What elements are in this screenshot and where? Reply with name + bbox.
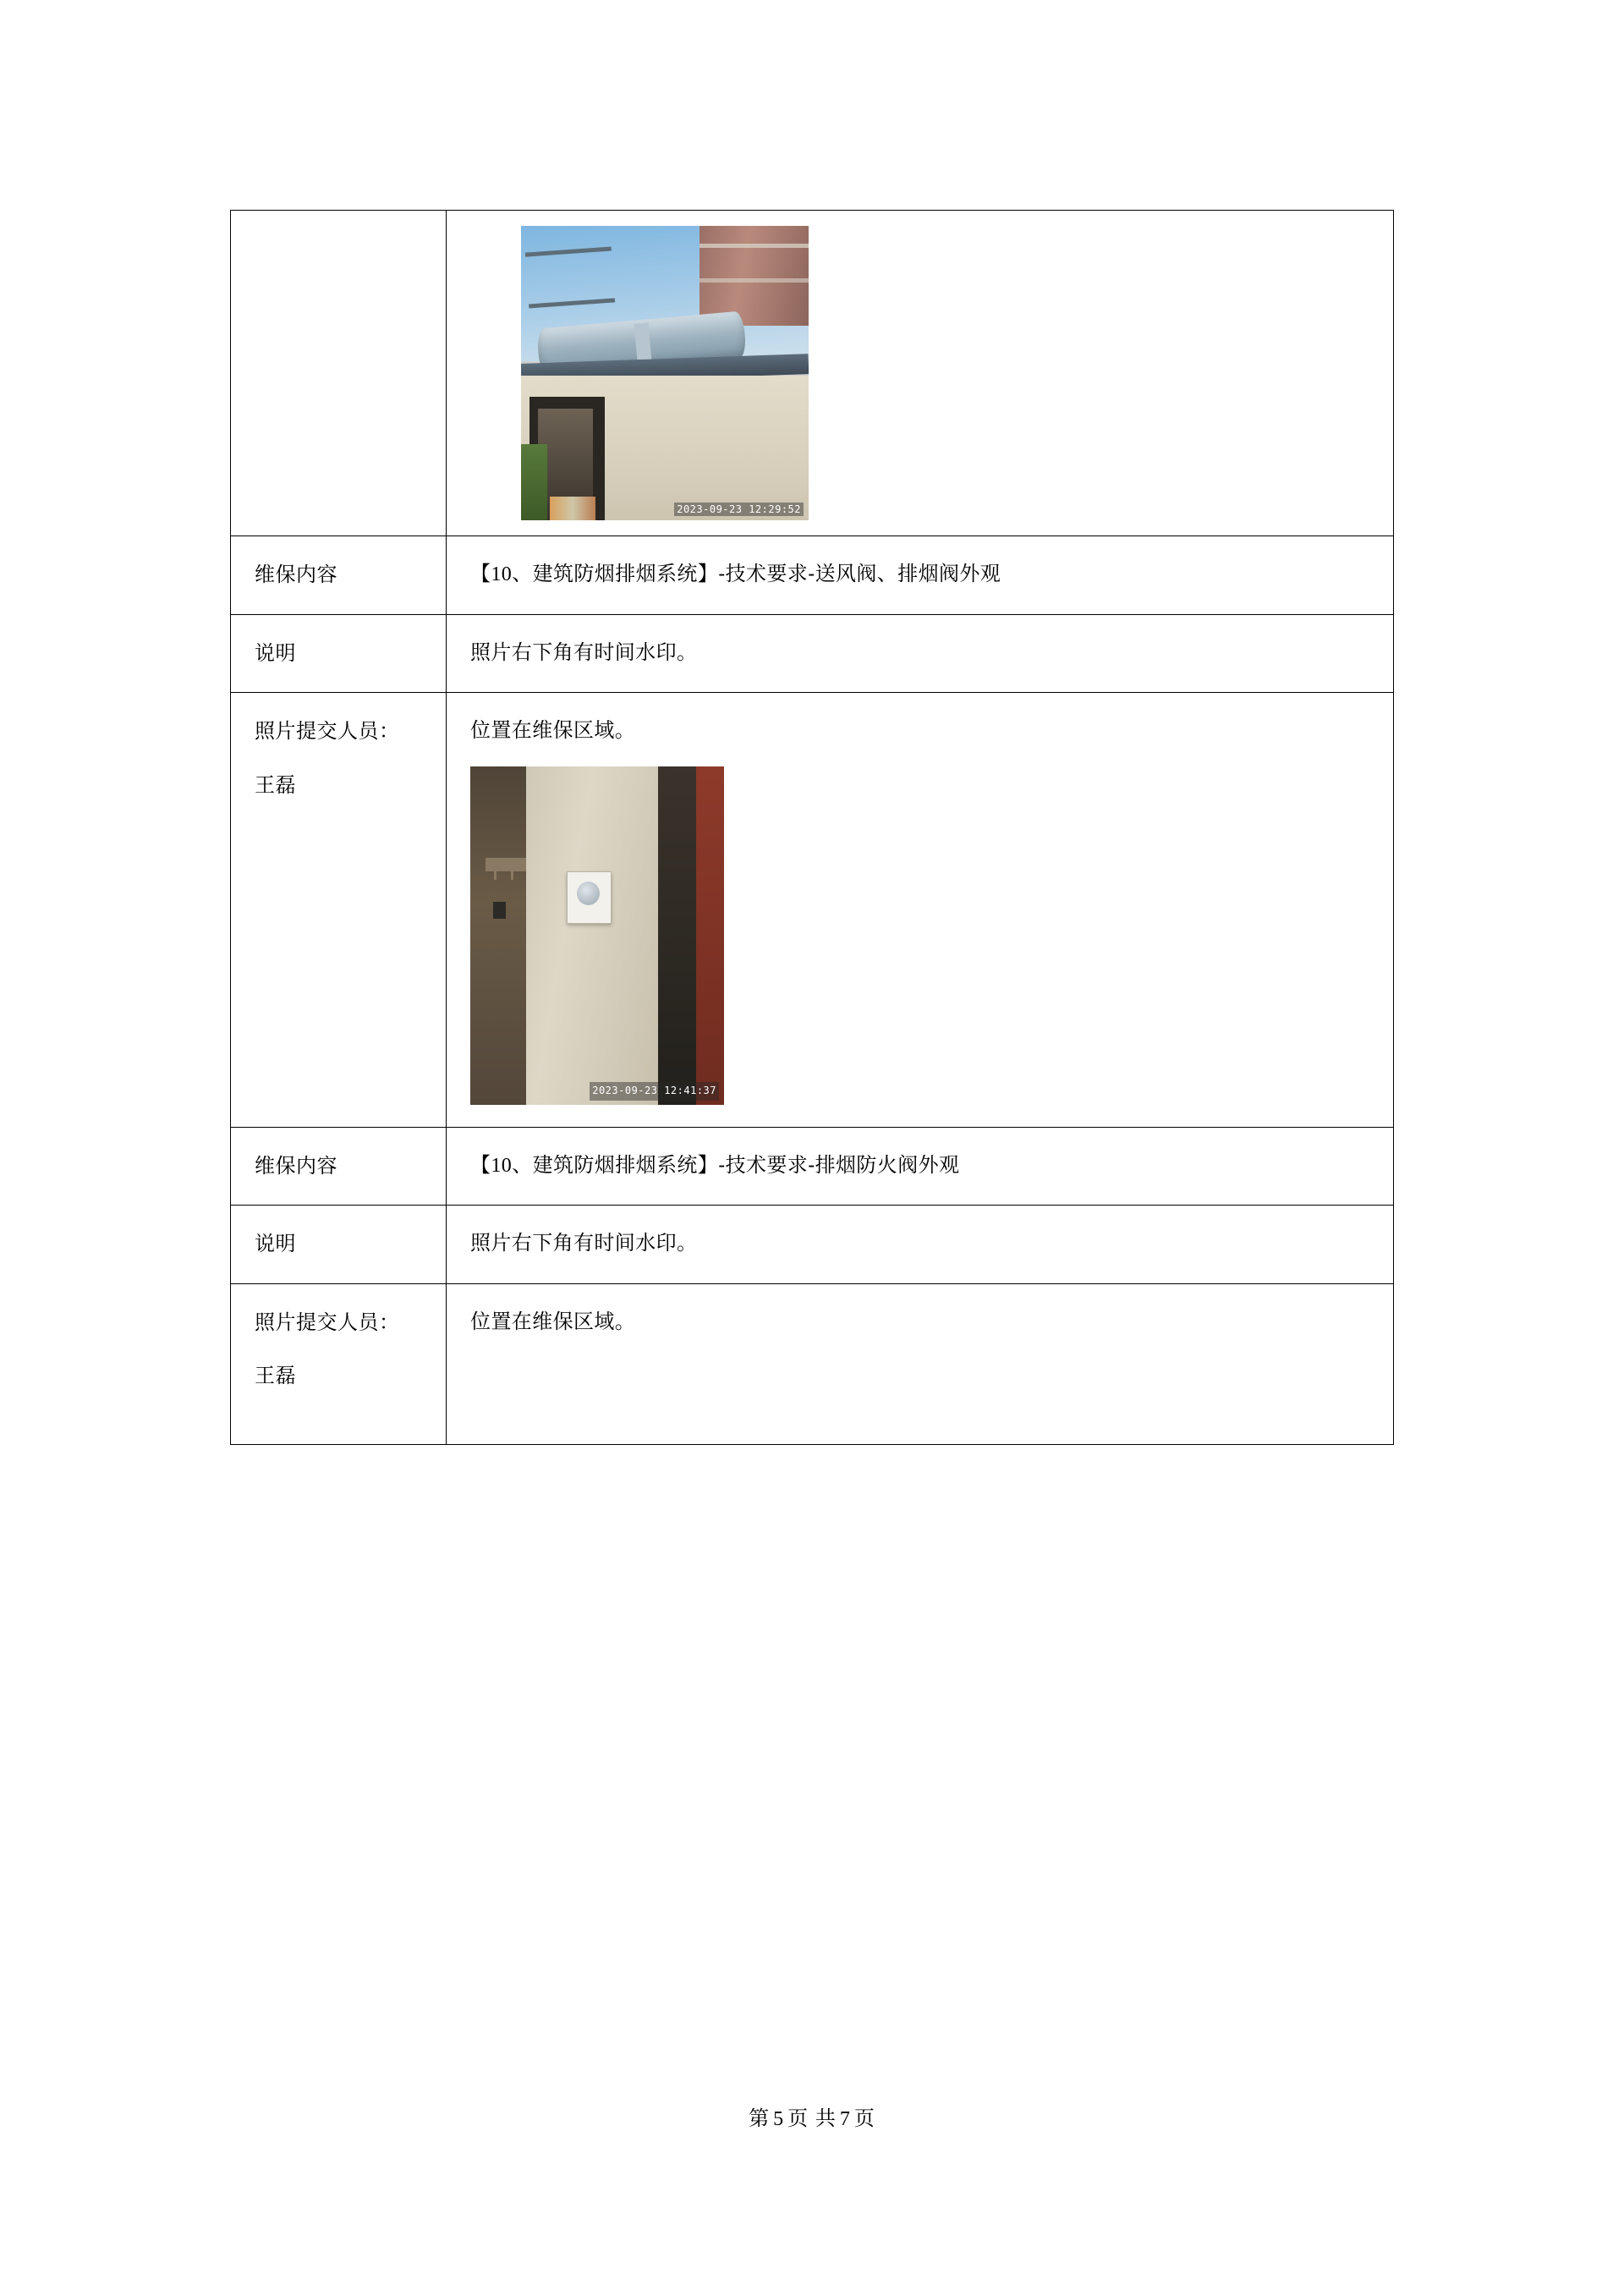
row-value-maintenance-content bbox=[447, 536, 1394, 615]
photo-timestamp: 2023-09-23 12:29:52 bbox=[674, 503, 804, 516]
row-label-maintenance-content bbox=[231, 536, 447, 615]
table-row bbox=[231, 1127, 1394, 1206]
maintenance-record-table bbox=[230, 210, 1394, 1445]
row-label-maintenance-content bbox=[231, 1127, 447, 1206]
row-label-description bbox=[231, 614, 447, 693]
photo-cell bbox=[447, 211, 1394, 536]
table-row bbox=[231, 614, 1394, 693]
table-row bbox=[231, 211, 1394, 536]
submitter-name: 王磊 bbox=[255, 773, 296, 797]
left-wall-shadow bbox=[470, 766, 526, 1105]
smoke-valve-panel-photo bbox=[470, 766, 724, 1105]
submitter-name: 王磊 bbox=[255, 1365, 296, 1388]
value-text: 位置在维保区域。 bbox=[470, 1310, 636, 1333]
floor-items bbox=[550, 497, 595, 520]
valve-button bbox=[577, 882, 600, 905]
footer-middle: 页 共 bbox=[787, 2107, 837, 2130]
row-label-photo-submitter bbox=[231, 693, 447, 1127]
page-footer bbox=[0, 2101, 1624, 2131]
row-value-maintenance-content bbox=[447, 1127, 1394, 1206]
row-value-photo-submitter bbox=[447, 1283, 1394, 1444]
table-row bbox=[231, 536, 1394, 615]
row-value-description bbox=[447, 1206, 1394, 1284]
value-prefix: 【 bbox=[470, 1153, 491, 1177]
value-text: 位置在维保区域。 bbox=[470, 719, 636, 743]
rooftop-air-duct-photo bbox=[521, 226, 809, 520]
value-text: 照片右下角有时间水印。 bbox=[470, 1232, 698, 1255]
footer-prefix: 第 bbox=[749, 2107, 771, 2130]
value-sequence: 10、 bbox=[491, 563, 533, 585]
row-label-description bbox=[231, 1206, 447, 1284]
value-text: 建筑防烟排烟系统】-技术要求-排烟防火阀外观 bbox=[532, 1153, 960, 1177]
photo-timestamp: 2023-09-23 12:41:37 bbox=[590, 1082, 719, 1100]
row-value-description bbox=[447, 614, 1394, 693]
footer-total-pages: 7 bbox=[839, 2108, 851, 2130]
label-text: 说明 bbox=[255, 1233, 296, 1256]
value-text: 建筑防烟排烟系统】-技术要求-送风阀、排烟阀外观 bbox=[532, 563, 1001, 585]
table-row bbox=[231, 1283, 1394, 1444]
wall-hooks bbox=[486, 858, 526, 871]
table-row bbox=[231, 693, 1394, 1127]
right-dark-gap bbox=[658, 766, 696, 1105]
corridor-wall bbox=[526, 766, 658, 1105]
label-text: 照片提交人员： bbox=[255, 720, 400, 744]
row-value-photo-submitter bbox=[447, 693, 1394, 1127]
footer-suffix: 页 bbox=[853, 2107, 875, 2130]
foliage bbox=[521, 444, 547, 520]
row-label-photo-submitter bbox=[231, 1283, 447, 1444]
label-text: 维保内容 bbox=[255, 1154, 337, 1178]
value-text: 照片右下角有时间水印。 bbox=[470, 640, 698, 664]
right-red-panel bbox=[696, 766, 724, 1105]
wall-switch bbox=[493, 902, 506, 919]
value-sequence: 10、 bbox=[491, 1154, 533, 1177]
label-text: 照片提交人员： bbox=[255, 1310, 400, 1334]
label-text: 维保内容 bbox=[255, 563, 337, 586]
empty-label-cell bbox=[231, 211, 447, 536]
value-prefix: 【 bbox=[470, 563, 491, 585]
footer-current-page: 5 bbox=[773, 2108, 785, 2130]
label-text: 说明 bbox=[255, 641, 296, 665]
roof-railing bbox=[525, 246, 615, 308]
table-row bbox=[231, 1206, 1394, 1284]
adjacent-building bbox=[700, 226, 809, 326]
